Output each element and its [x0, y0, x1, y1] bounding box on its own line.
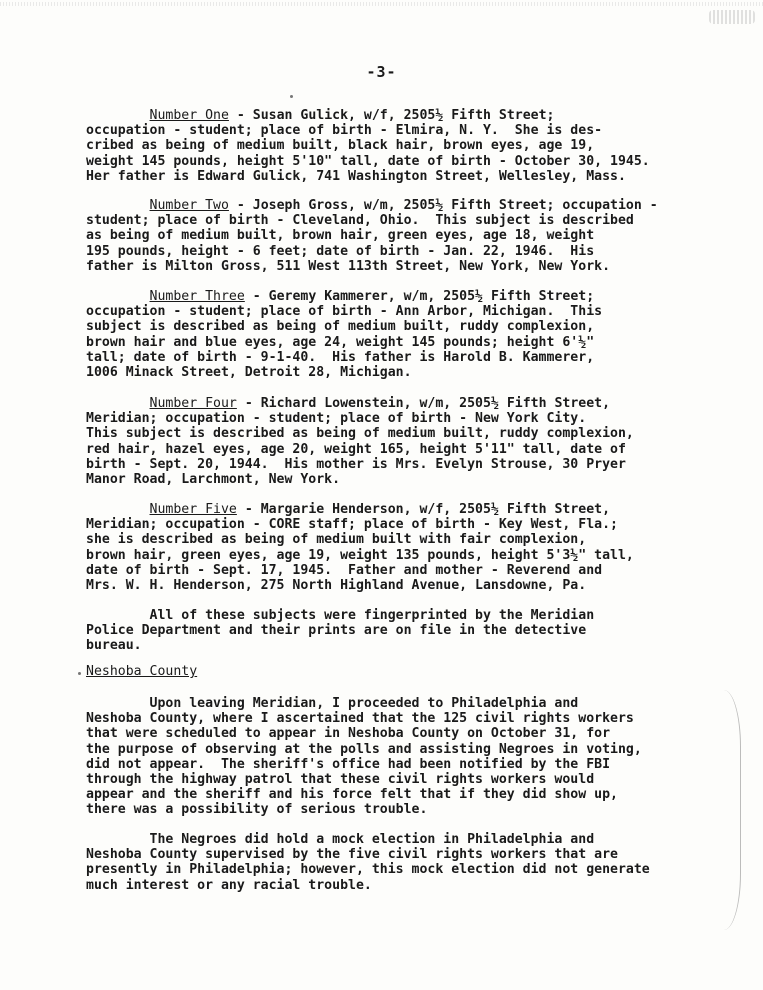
text-line: All of these subjects were fingerprinted by the Meridian — [86, 608, 595, 623]
text-line: there was a possibility of serious trouble. — [86, 802, 428, 818]
paragraph-number-three — [86, 289, 736, 380]
text-line: the purpose of observing at the polls and assisting Negroes in voting, — [86, 741, 642, 757]
paragraph-number-two — [86, 198, 736, 274]
text-line: father is Milton Gross, 511 West 113th Street, New York, New York. — [86, 258, 611, 274]
text-line: appear and the sheriff and his force felt that if they did show up, — [86, 787, 618, 803]
paragraph-fingerprints — [86, 608, 736, 654]
scan-speck — [78, 672, 81, 675]
text-line: Meridian; occupation - student; place of birth - New York City. — [86, 411, 587, 427]
text-line: 1006 Minack Street, Detroit 28, Michigan. — [86, 365, 412, 381]
paragraph-neshoba-arrival — [86, 696, 736, 818]
scan-corner-mark — [709, 10, 755, 24]
scan-edge-noise — [0, 2, 763, 6]
text-line: cribed as being of medium built, black hair, brown eyes, age 19, — [86, 138, 595, 154]
text-line: Number Four - Richard Lowenstein, w/m, 2505½ Fifth Street, — [149, 396, 611, 411]
text-line: she is described as being of medium built with fair complexion, — [86, 532, 587, 548]
text-line: red hair, hazel eyes, age 20, weight 165, height 5'11" tall, date of — [86, 441, 626, 457]
text-line: through the highway patrol that these civil rights workers would — [86, 772, 595, 788]
text-line: tall; date of birth - 9-1-40. His father is Harold B. Kammerer, — [86, 349, 595, 365]
text-line: Meridian; occupation - CORE staff; place of birth - Key West, Fla.; — [86, 517, 618, 533]
text-line: brown hair, green eyes, age 19, weight 135 pounds, height 5'3½" tall, — [86, 547, 634, 563]
text-line: The Negroes did hold a mock election in Philadelphia and — [86, 832, 595, 847]
text-line: Upon leaving Meridian, I proceeded to Philadelphia and — [86, 696, 579, 711]
text-line: Mrs. W. H. Henderson, 275 North Highland Avenue, Lansdowne, Pa. — [86, 578, 587, 594]
text-line: subject is described as being of medium built, ruddy complexion, — [86, 319, 595, 335]
text-line: brown hair and blue eyes, age 24, weight 145 pounds; height 6'½" — [86, 334, 595, 350]
text-line: Number Five - Margarie Henderson, w/f, 2505½ Fifth Street, — [149, 502, 611, 517]
scan-speck — [290, 95, 293, 98]
text-line: Neshoba County supervised by the five civil rights workers that are — [86, 847, 618, 863]
text-line: did not appear. The sheriff's office had been notified by the FBI — [86, 756, 611, 772]
paragraph-number-four — [86, 396, 736, 487]
subject-heading: Number Two — [149, 198, 229, 213]
text-line: occupation - student; place of birth - Elmira, N. Y. She is des- — [86, 123, 603, 139]
subject-heading: Number Three — [149, 289, 245, 304]
text-line: Number Two - Joseph Gross, w/m, 2505½ Fifth Street; occupation - — [149, 198, 658, 213]
text-line: birth - Sept. 20, 1944. His mother is Mrs. Evelyn Strouse, 30 Pryer — [86, 456, 626, 472]
margin-pencil-mark — [724, 690, 741, 930]
text-line: occupation - student; place of birth - Ann Arbor, Michigan. This — [86, 304, 603, 320]
text-line: date of birth - Sept. 17, 1945. Father and mother - Reverend and — [86, 562, 603, 578]
text-line: 195 pounds, height - 6 feet; date of birth - Jan. 22, 1946. His — [86, 243, 595, 259]
text-line: This subject is described as being of medium built, ruddy complexion, — [86, 426, 634, 442]
paragraph-number-five — [86, 502, 736, 593]
text-line: as being of medium built, brown hair, green eyes, age 18, weight — [86, 228, 595, 244]
text-line: bureau. — [86, 638, 142, 654]
subject-heading: Number Five — [149, 502, 237, 517]
paragraph-number-one — [86, 108, 736, 184]
page-number: -3- — [366, 63, 397, 81]
section-heading: Neshoba County — [86, 664, 198, 679]
text-line: Number One - Susan Gulick, w/f, 2505½ Fifth Street; — [149, 108, 555, 123]
paragraph-mock-election — [86, 832, 736, 893]
text-line: weight 145 pounds, height 5'10" tall, date of birth - October 30, 1945. — [86, 153, 650, 169]
text-line: student; place of birth - Cleveland, Ohio. This subject is described — [86, 213, 634, 229]
subject-heading: Number Four — [149, 396, 237, 411]
text-line: Manor Road, Larchmont, New York. — [86, 472, 341, 488]
text-line: that were scheduled to appear in Neshoba County on October 31, for — [86, 726, 611, 742]
text-line: Police Department and their prints are on file in the detective — [86, 623, 587, 639]
subject-heading: Number One — [149, 108, 229, 123]
text-line: presently in Philadelphia; however, this mock election did not generate — [86, 862, 650, 878]
text-line: Her father is Edward Gulick, 741 Washington Street, Wellesley, Mass. — [86, 168, 626, 184]
text-line: Number Three - Geremy Kammerer, w/m, 2505½ Fifth Street; — [149, 289, 595, 304]
text-line: much interest or any racial trouble. — [86, 877, 372, 893]
text-line: Neshoba County, where I ascertained that the 125 civil rights workers — [86, 711, 634, 727]
